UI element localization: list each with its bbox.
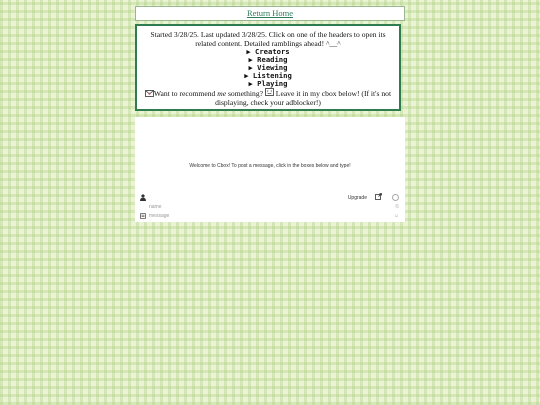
name-side-icon: ©	[395, 204, 399, 210]
pixel-face-icon	[265, 88, 274, 96]
intro-text: Started 3/28/25. Last updated 3/28/25. Click on one of the headers to open its related content. Detailed ramblings ahead! ^__^	[150, 30, 386, 48]
name-input[interactable]: name	[149, 204, 162, 210]
emoji-icon[interactable]: ☺	[393, 213, 399, 219]
recommend-line	[143, 88, 393, 107]
header-viewing[interactable]: ▶ Viewing	[248, 63, 288, 73]
return-home-box	[135, 6, 405, 21]
user-icon	[140, 194, 146, 201]
external-link-icon[interactable]	[375, 193, 382, 200]
settings-circle-icon[interactable]	[392, 194, 399, 201]
recommend-prefix: Want to recommend	[153, 89, 218, 99]
cbox-widget	[135, 117, 405, 222]
message-input[interactable]: message	[149, 213, 170, 219]
cbox-welcome-text: Welcome to Cbox! To post a message, click in the boxes below and type!	[189, 163, 351, 169]
intro-box	[135, 24, 401, 111]
header-reading[interactable]: ▶ Reading	[248, 55, 288, 65]
upgrade-link[interactable]: Upgrade	[347, 195, 367, 201]
recommend-suffix: something?	[226, 89, 263, 99]
recommend-tail: Leave it in my cbox below! (If it's not displaying, check your adblocker!)	[215, 89, 392, 107]
header-creators[interactable]: ▶ Creators	[246, 47, 290, 57]
recommend-emphasis: me	[217, 89, 227, 99]
message-icon	[140, 213, 146, 219]
header-listening[interactable]: ▶ Listening	[244, 71, 292, 81]
header-playing[interactable]: ▶ Playing	[248, 79, 288, 89]
headers-list	[143, 48, 393, 88]
return-home-link[interactable]: Return Home	[246, 8, 294, 18]
heart-envelope-icon	[145, 90, 154, 97]
